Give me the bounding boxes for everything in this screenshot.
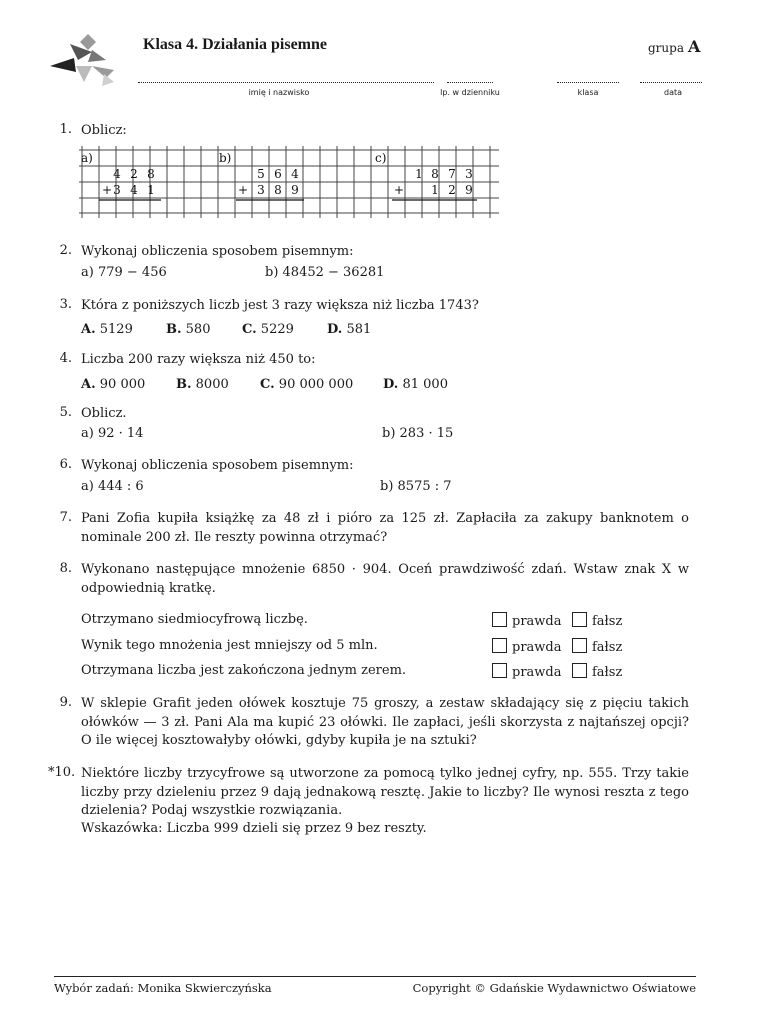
q6-part-b: b) 8575 : 7: [380, 479, 452, 494]
register-number-label: lp. w dzienniku: [440, 88, 500, 97]
digit: 3: [257, 183, 265, 197]
true-option[interactable]: prawda: [492, 663, 562, 680]
checkbox[interactable]: [572, 638, 587, 653]
checkbox[interactable]: [572, 663, 587, 678]
class-label: klasa: [577, 88, 599, 97]
q4-option-d[interactable]: D. 81 000: [383, 377, 448, 392]
date-label: data: [663, 88, 683, 97]
plus-sign: +: [101, 183, 113, 197]
digit: 3: [465, 167, 473, 181]
q4-option-a[interactable]: A. 90 000: [81, 377, 146, 392]
page-title: Klasa 4. Działania pisemne: [143, 36, 328, 53]
q5-part-b: b) 283 · 15: [382, 426, 454, 441]
publisher-logo: [48, 30, 118, 90]
plus-sign: +: [237, 183, 249, 197]
checkbox[interactable]: [492, 612, 507, 627]
digit: 1: [415, 167, 423, 181]
statement: Otrzymano siedmiocyfrową liczbę.: [81, 612, 308, 627]
footer-copyright: Copyright © Gdańskie Wydawnictwo Oświatowe: [412, 981, 696, 995]
footer-author: Wybór zadań: Monika Skwierczyńska: [54, 981, 272, 995]
statement: Wynik tego mnożenia jest mniejszy od 5 mln.: [81, 638, 378, 653]
digit: 6: [274, 167, 282, 181]
true-option[interactable]: prawda: [492, 638, 562, 655]
digit: 8: [274, 183, 282, 197]
q3-option-d[interactable]: D. 581: [327, 322, 372, 337]
q5-part-a: a) 92 · 14: [81, 426, 144, 441]
digit: 9: [465, 183, 473, 197]
checkbox[interactable]: [572, 612, 587, 627]
plus-sign: +: [393, 183, 405, 197]
digit: 9: [291, 183, 299, 197]
digit: 4: [130, 183, 138, 197]
footer-divider: [54, 976, 696, 977]
label-a: a): [81, 151, 93, 165]
digit: 3: [113, 183, 121, 197]
calculation-grid: [79, 146, 499, 218]
digit: 8: [147, 167, 155, 181]
label-c: c): [375, 151, 387, 165]
label-b: b): [219, 151, 232, 165]
digit: 1: [431, 183, 439, 197]
digit: 2: [130, 167, 138, 181]
true-option[interactable]: prawda: [492, 612, 562, 629]
q10-hint: Wskazówka: Liczba 999 dzieli się przez 9 bez reszty.: [81, 821, 427, 836]
digit: 1: [147, 183, 155, 197]
checkbox[interactable]: [492, 663, 507, 678]
q2-part-b: b) 48452 − 36281: [265, 265, 385, 280]
statement: Otrzymana liczba jest zakończona jednym zerem.: [81, 663, 407, 678]
register-number-field[interactable]: [447, 72, 493, 83]
digit: 2: [448, 183, 456, 197]
q3-option-a[interactable]: A. 5129: [81, 322, 133, 337]
q4-option-b[interactable]: B. 8000: [176, 377, 229, 392]
digit: 8: [431, 167, 439, 181]
date-field[interactable]: [640, 72, 702, 83]
q6-part-a: a) 444 : 6: [81, 479, 144, 494]
digit: 4: [291, 167, 299, 181]
digit: 4: [113, 167, 121, 181]
digit: 5: [257, 167, 265, 181]
class-field[interactable]: [557, 72, 619, 83]
q3-option-b[interactable]: B. 580: [166, 322, 211, 337]
q4-option-c[interactable]: C. 90 000 000: [260, 377, 354, 392]
checkbox[interactable]: [492, 638, 507, 653]
group-indicator: grupa A: [648, 37, 701, 56]
grid-lines: [79, 150, 499, 213]
false-option[interactable]: fałsz: [572, 638, 622, 655]
q2-part-a: a) 779 − 456: [81, 265, 167, 280]
false-option[interactable]: fałsz: [572, 612, 622, 629]
false-option[interactable]: fałsz: [572, 663, 622, 680]
name-field[interactable]: [138, 72, 434, 83]
digit: 7: [448, 167, 456, 181]
name-label: imię i nazwisko: [248, 88, 310, 97]
q3-option-c[interactable]: C. 5229: [242, 322, 294, 337]
